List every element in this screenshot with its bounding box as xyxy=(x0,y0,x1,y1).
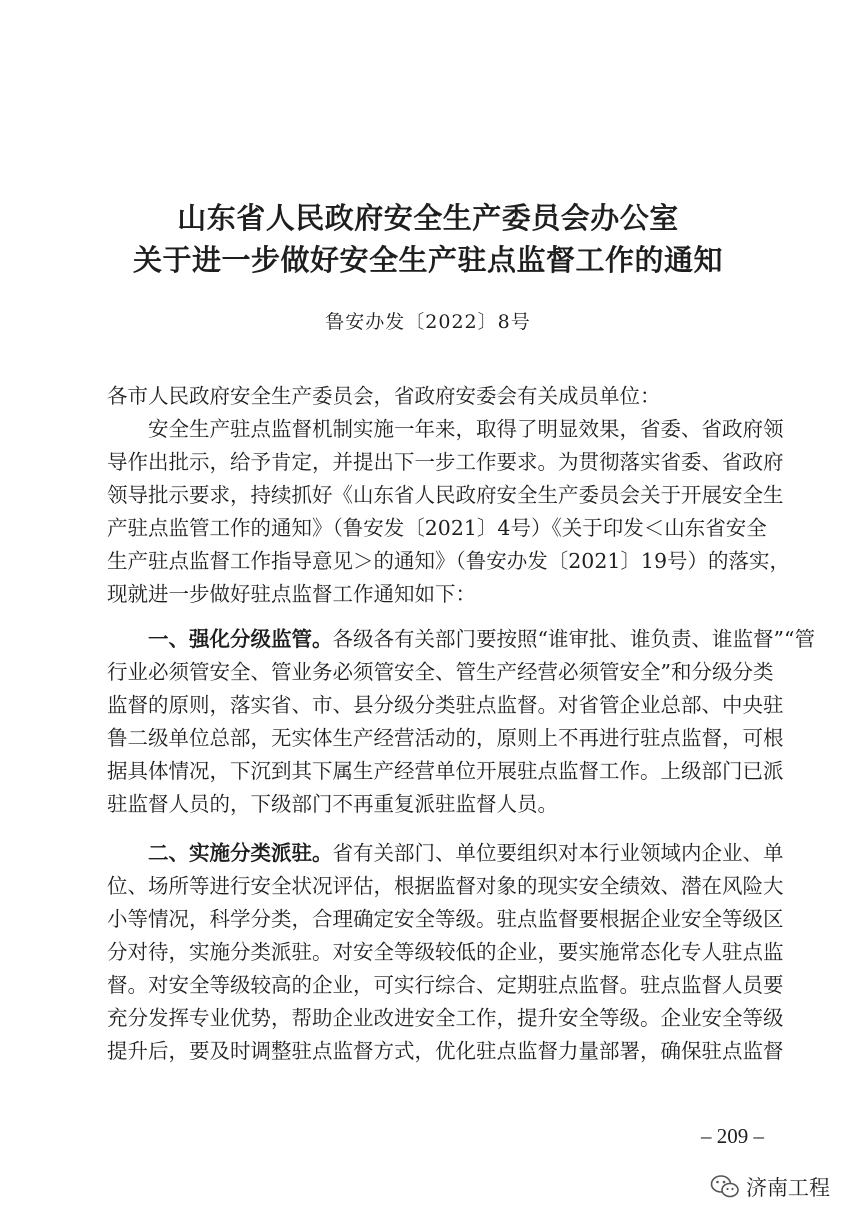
paragraph-line: 分对待，实施分类派驻。对安全等级较低的企业，要实施常态化专人驻点监 xyxy=(107,940,784,964)
document-title-line-1: 山东省人民政府安全生产委员会办公室 xyxy=(177,201,679,235)
section-2-first-line xyxy=(107,837,784,870)
watermark-text: 济南工程 xyxy=(746,1176,830,1200)
paragraph-line: 导作出批示，给予肯定，并提出下一步工作要求。为贯彻落实省委、省政府 xyxy=(107,450,784,474)
section-1-heading: 一、强化分级监管。 xyxy=(148,627,333,651)
paragraph-line: 充分发挥专业优势，帮助企业改进安全工作，提升安全等级。企业安全等级 xyxy=(107,1006,784,1030)
paragraph-line: 生产驻点监督工作指导意见＞的通知》（鲁安办发〔2021〕19号）的落实， xyxy=(107,549,791,573)
document-number: 鲁安办发〔2022〕8号 xyxy=(325,311,531,333)
paragraph-line: 驻监督人员的，下级部门不再重复派驻监督人员。 xyxy=(107,792,558,816)
page-number: – 209 – xyxy=(701,1124,764,1148)
watermark xyxy=(710,1172,830,1202)
paragraph-line: 领导批示要求，持续抓好《山东省人民政府安全生产委员会关于开展安全生 xyxy=(107,483,784,507)
document-title-line-2: 关于进一步做好安全生产驻点监督工作的通知 xyxy=(132,243,723,277)
paragraph-line: 位、场所等进行安全状况评估，根据监督对象的现实安全绩效、潜在风险大 xyxy=(107,874,784,898)
section-2-first-line-text: 省有关部门、单位要组织对本行业领域内企业、单 xyxy=(332,841,784,865)
salutation: 各市人民政府安全生产委员会，省政府安委会有关成员单位： xyxy=(107,384,661,408)
section-1-first-line-text: 各级各有关部门要按照“谁审批、谁负责、谁监督”“管 xyxy=(332,627,815,651)
paragraph-line: 小等情况，科学分类，合理确定安全等级。驻点监督要根据企业安全等级区 xyxy=(107,907,784,931)
wechat-icon xyxy=(710,1174,740,1200)
paragraph-line: 提升后，要及时调整驻点监督方式，优化驻点监督力量部署，确保驻点监督 xyxy=(107,1039,784,1063)
paragraph-line: 安全生产驻点监督机制实施一年来，取得了明显效果，省委、省政府领 xyxy=(148,417,784,441)
paragraph-line: 产驻点监管工作的通知》（鲁安发〔2021〕4号）《关于印发＜山东省安全 xyxy=(107,516,767,540)
paragraph-line: 督。对安全等级较高的企业，可实行综合、定期驻点监督。驻点监督人员要 xyxy=(107,973,784,997)
section-2-heading: 二、实施分类派驻。 xyxy=(148,841,333,865)
paragraph-line: 现就进一步做好驻点监督工作通知如下： xyxy=(107,582,476,606)
paragraph-line: 据具体情况，下沉到其下属生产经营单位开展驻点监督工作。上级部门已派 xyxy=(107,759,784,783)
paragraph-line: 监督的原则，落实省、市、县分级分类驻点监督。对省管企业总部、中央驻 xyxy=(107,693,784,717)
paragraph-line: 行业必须管安全、管业务必须管安全、管生产经营必须管安全”和分级分类 xyxy=(107,660,774,684)
section-1-first-line xyxy=(107,623,815,656)
paragraph-line: 鲁二级单位总部，无实体生产经营活动的，原则上不再进行驻点监督，可根 xyxy=(107,726,784,750)
